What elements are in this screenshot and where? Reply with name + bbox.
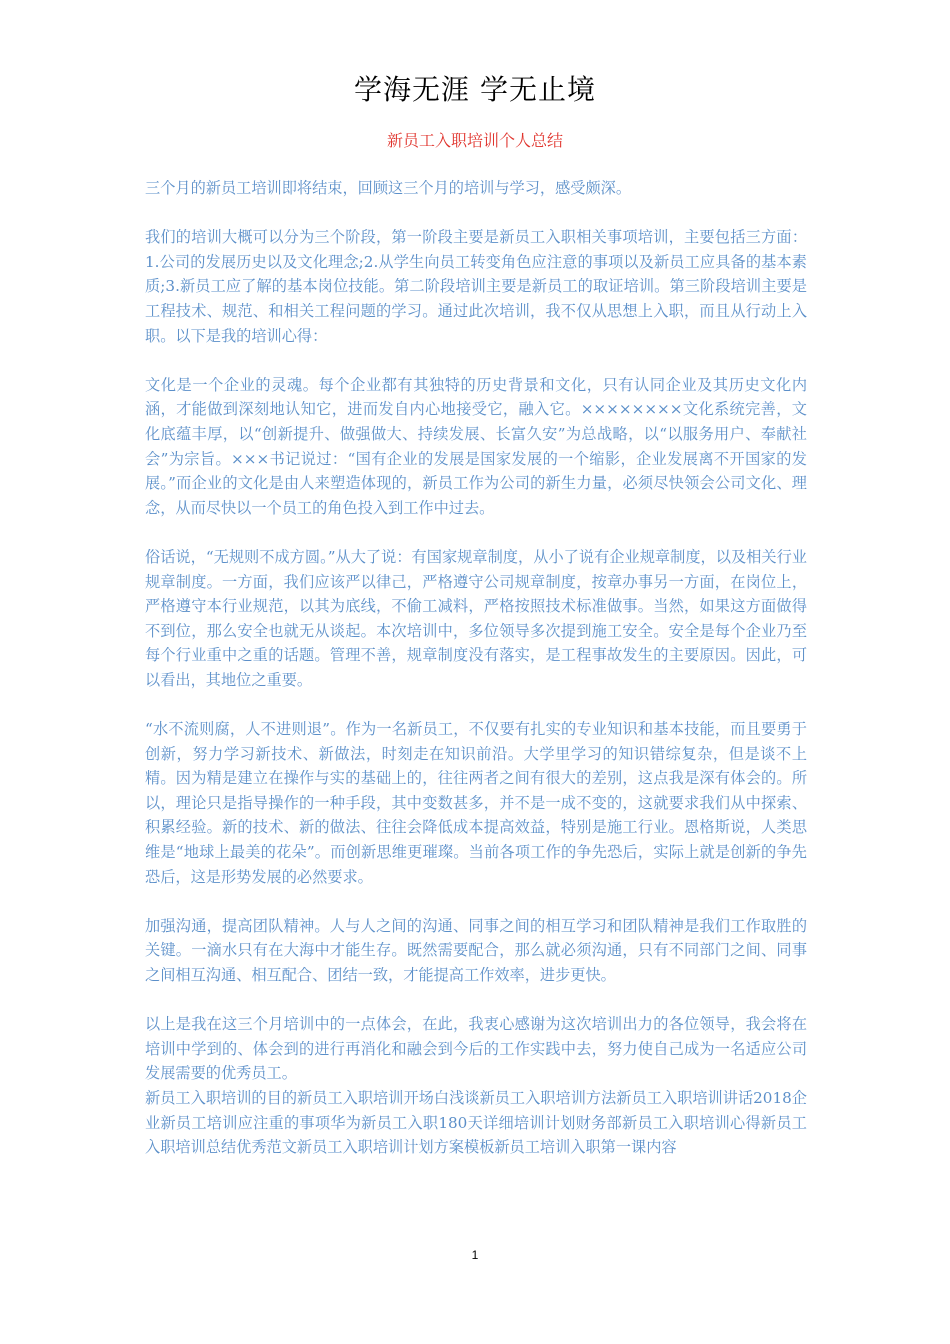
paragraph-rules: 俗话说，“无规则不成方圆。”从大了说：有国家规章制度，从小了说有企业规章制度，以及相关行业规章制度。一方面，我们应该严以律己，严格遵守公司规章制度，按章办事另一方面，在岗位上，严格遵守本行业规范，以其为底线，不偷工减料，严格按照技术标准做事。当然，如果这方面做得不到位，那么安全也就无从谈起。本次培训中，多位领导多次提到施工安全。安全是每个企业乃至每个行业重中之重的话题。管理不善，规章制度没有落实，是工程事故发生的主要原因。因此，可以看出，其地位之重要。 bbox=[145, 547, 807, 689]
paragraph-stages: 我们的培训大概可以分为三个阶段，第一阶段主要是新员工入职相关事项培训，主要包括三方面：1.公司的发展历史以及文化理念;2.从学生向员工转变角色应注意的事项以及新员工应具备的基本素质;3.新员工应了解的基本岗位技能。第二阶段培训主要是新员工的取证培训。第三阶段培训主要是工程技术、规范、和相关工程问题的学习。通过此次培训，我不仅从思想上入职，而且从行动上入职。以下是我的培训心得： bbox=[145, 228, 807, 345]
paragraph-intro: 三个月的新员工培训即将结束，回顾这三个月的培训与学习，感受颇深。 bbox=[145, 179, 631, 197]
paragraph-culture: 文化是一个企业的灵魂。每个企业都有其独特的历史背景和文化，只有认同企业及其历史文化内涵，才能做到深刻地认知它，进而发自内心地接受它，融入它。××××××××文化系统完善，文化底蕴丰厚，以“创新提升、做强做大、持续发展、长富久安”为总战略，以“以服务用户、奉献社会”为宗旨。×××书记说过：“国有企业的发展是国家发展的一个缩影，企业发展离不开国家的发展。”而企业的文化是由人来塑造体现的，新员工作为公司的新生力量，必须尽快领会公司文化、理念，从而尽快以一个员工的角色投入到工作中过去。 bbox=[145, 375, 807, 517]
related-links: 新员工入职培训的目的新员工入职培训开场白浅谈新员工入职培训方法新员工入职培训讲话2018企业新员工培训应注重的事项华为新员工入职180天详细培训计划财务部新员工入职培训心得新员工入职培训总结优秀范文新员工入职培训计划方案模板新员工培训入职第一课内容 bbox=[145, 1088, 807, 1157]
page-number: 1 bbox=[471, 1248, 479, 1262]
paragraph-conclusion: 以上是我在这三个月培训中的一点体会，在此，我衷心感谢为这次培训出力的各位领导，我会将在培训中学到的、体会到的进行再消化和融会到今后的工作实践中去，努力使自己成为一名适应公司发展需要的优秀员工。 bbox=[145, 1015, 807, 1083]
paragraph-teamwork: 加强沟通，提高团队精神。人与人之间的沟通、同事之间的相互学习和团队精神是我们工作取胜的关键。一滴水只有在大海中才能生存。既然需要配合，那么就必须沟通，只有不同部门之间、同事之间相互沟通、相互配合、团结一致，才能提高工作效率，进步更快。 bbox=[145, 916, 807, 984]
document-body bbox=[145, 176, 807, 1160]
paragraph-innovation: “水不流则腐，人不进则退”。作为一名新员工，不仅要有扎实的专业知识和基本技能，而且要勇于创新，努力学习新技术、新做法，时刻走在知识前沿。大学里学习的知识错综复杂，但是谈不上精。因为精是建立在操作与实的基础上的，往往两者之间有很大的差别，这点我是深有体会的。所以，理论只是指导操作的一种手段，其中变数甚多，并不是一成不变的，这就要求我们从中探索、积累经验。新的技术、新的做法、往往会降低成本提高效益，特别是施工行业。恩格斯说，人类思维是“地球上最美的花朵”。而创新思维更璀璨。当前各项工作的争先恐后，实际上就是创新的争先恐后，这是形势发展的必然要求。 bbox=[145, 720, 807, 886]
header-title: 学海无涯 学无止境 bbox=[354, 73, 596, 106]
document-title: 新员工入职培训个人总结 bbox=[386, 131, 563, 150]
